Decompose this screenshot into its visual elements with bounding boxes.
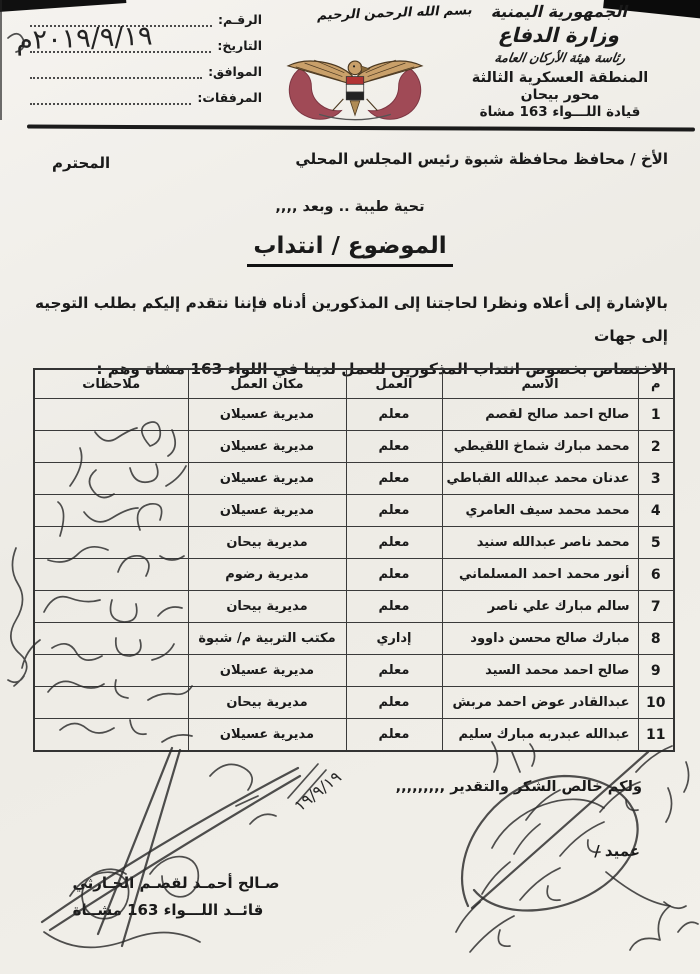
notes-cell <box>34 431 188 463</box>
notes-cell <box>34 399 188 431</box>
table-row <box>34 527 674 559</box>
row-number-cell: 6 <box>638 559 674 591</box>
field-blank-line <box>30 64 202 79</box>
job-cell: معلم <box>346 687 442 719</box>
notes-cell <box>34 559 188 591</box>
workplace-cell: مديرية بيحان <box>188 591 346 623</box>
field-label: الرقـم: <box>217 12 262 27</box>
table-row <box>34 463 674 495</box>
signatory-name: صـالح أحمـد لقصـم الحـارثي <box>72 874 280 892</box>
workplace-cell: مديرية عسيلان <box>188 399 346 431</box>
row-number-cell: 7 <box>638 591 674 623</box>
org-line-ministry: وزارة الدفاع <box>496 23 624 47</box>
yemen-emblem-icon <box>281 30 429 127</box>
workplace-cell: مديرية عسيلان <box>188 431 346 463</box>
body-line-2: الاختصاص بخصوص انتداب المذكورين للعمل لدينا في اللواء 163 مشاة وهم : <box>96 360 668 378</box>
row-number-cell: 1 <box>638 399 674 431</box>
notes-cell <box>34 495 188 527</box>
notes-cell <box>34 687 188 719</box>
job-cell: معلم <box>346 559 442 591</box>
job-cell: معلم <box>346 431 442 463</box>
table-row <box>34 399 674 431</box>
header-workplace: مكان العمل <box>188 369 346 399</box>
row-number-cell: 4 <box>638 495 674 527</box>
job-cell: إداري <box>346 623 442 655</box>
job-cell: معلم <box>346 527 442 559</box>
header-job: العمل <box>346 369 442 399</box>
workplace-cell: مديرية عسيلان <box>188 719 346 752</box>
handwritten-date: ‭م٢٠١٩/٩/١٩‬ <box>15 20 153 57</box>
workplace-cell: مديرية رضوم <box>188 559 346 591</box>
notes-cell <box>34 463 188 495</box>
org-line-republic: الجمهورية اليمنية <box>489 2 631 21</box>
row-number-cell: 2 <box>638 431 674 463</box>
secondment-table <box>33 368 675 752</box>
name-cell: صالح احمد محمد السيد <box>442 655 638 687</box>
workplace-cell: مديرية بيحان <box>188 687 346 719</box>
name-cell: مبارك صالح محسن داوود <box>442 623 638 655</box>
table-row <box>34 559 674 591</box>
org-line-brigade: قيادة اللـــواء 163 مشاة <box>479 104 641 121</box>
workplace-cell: مديرية عسيلان <box>188 495 346 527</box>
table-row <box>34 431 674 463</box>
notes-cell <box>34 719 188 752</box>
table-row <box>34 623 674 655</box>
job-cell: معلم <box>346 591 442 623</box>
field-label: الموافق: <box>208 64 262 79</box>
org-line-region: المنطقة العسكرية الثالثة <box>471 69 649 86</box>
handwritten-signature-date: ‭١٩/٩/١٩‬ <box>290 767 345 816</box>
addressee-line: الأخ / محافظ محافظة شبوة رئيس المجلس المحلي <box>295 150 668 168</box>
table-row <box>34 719 674 752</box>
header-name: الاسم <box>442 369 638 399</box>
honorific-label: المحترم <box>52 154 111 172</box>
org-line-staff: رئاسة هيئة الأركان العامة <box>493 50 627 65</box>
name-cell: صالح احمد صالح لقصم <box>442 399 638 431</box>
field-blank-line <box>30 90 191 105</box>
name-cell: محمد مبارك شماخ اللقيطي <box>442 431 638 463</box>
basmala-calligraphy: بسم الله الرحمن الرحيم <box>316 3 474 24</box>
signatory-title: قائــد اللـــواء 163 مشــاة <box>72 901 264 919</box>
name-cell: عبدالله عبدربه مبارك سليم <box>442 719 638 752</box>
header-notes: ملاحظات <box>34 369 188 399</box>
workplace-cell: مديرية عسيلان <box>188 655 346 687</box>
name-cell: عبدالقادر عوض احمد مربش <box>442 687 638 719</box>
letterhead-org-block <box>426 2 694 121</box>
scan-artifact-edge <box>0 0 2 120</box>
row-number-cell: 11 <box>638 719 674 752</box>
job-cell: معلم <box>346 495 442 527</box>
table-row <box>34 495 674 527</box>
row-number-cell: 8 <box>638 623 674 655</box>
name-cell: سالم مبارك علي ناصر <box>442 591 638 623</box>
body-line-1: بالإشارة إلى أعلاه ونظرا لحاجتنا إلى المذكورين أدناه فإننا نتقدم إليكم بطلب التوجيه إلى جهات <box>35 294 668 345</box>
row-number-cell: 9 <box>638 655 674 687</box>
field-corresponding <box>30 64 262 79</box>
notes-cell <box>34 527 188 559</box>
row-number-cell: 5 <box>638 527 674 559</box>
org-line-axis: محور بيحان <box>520 86 600 103</box>
table-header-row <box>34 369 674 399</box>
job-cell: معلم <box>346 399 442 431</box>
field-label: المرفقات: <box>197 90 262 105</box>
subject-wrap <box>0 233 700 267</box>
notes-cell <box>34 623 188 655</box>
field-attachments <box>30 90 262 105</box>
closing-thanks: ولكم خالص الشكر والتقدير ,,,,,,,,, <box>395 779 642 795</box>
job-cell: معلم <box>346 719 442 752</box>
workplace-cell: مديرية بيحان <box>188 527 346 559</box>
job-cell: معلم <box>346 655 442 687</box>
name-cell: محمد محمد سيف العامري <box>442 495 638 527</box>
greeting-line: تحية طيبة .. وبعد ,,,, <box>275 199 425 215</box>
table-row <box>34 655 674 687</box>
workplace-cell: مديرية عسيلان <box>188 463 346 495</box>
row-number-cell: 3 <box>638 463 674 495</box>
subject-title: الموضوع / انتداب <box>247 233 452 267</box>
name-cell: محمد ناصر عبدالله سنيد <box>442 527 638 559</box>
signatory-rank: عميد / <box>594 842 640 860</box>
workplace-cell: مكتب التربية م/ شبوة <box>188 623 346 655</box>
notes-cell <box>34 591 188 623</box>
name-cell: أنور محمد احمد المسلماني <box>442 559 638 591</box>
table-row <box>34 687 674 719</box>
row-number-cell: 10 <box>638 687 674 719</box>
table-row <box>34 591 674 623</box>
job-cell: معلم <box>346 463 442 495</box>
notes-cell <box>34 655 188 687</box>
header-divider <box>27 125 695 132</box>
name-cell: عدنان محمد عبدالله القباطي <box>442 463 638 495</box>
field-label: التاريخ: <box>217 38 262 53</box>
header-number: م <box>638 369 674 399</box>
